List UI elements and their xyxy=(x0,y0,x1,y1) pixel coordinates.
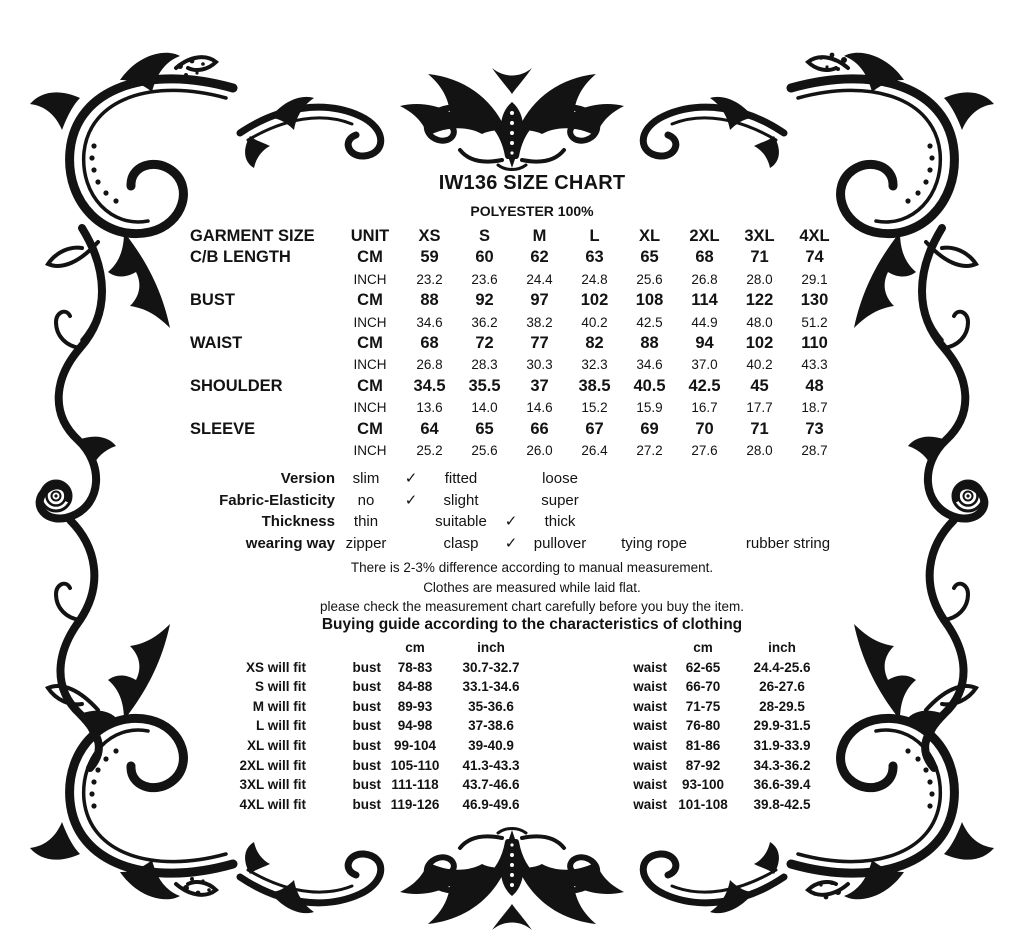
waist-cm-range: 81-86 xyxy=(685,737,721,753)
fit-label: 4XL will fit xyxy=(239,796,306,812)
cm-value: 68 xyxy=(695,248,714,267)
cm-value: 74 xyxy=(805,248,824,267)
attribute-option: slim xyxy=(352,470,380,487)
attribute-label: Version xyxy=(280,470,335,487)
cm-value: 38.5 xyxy=(578,376,611,395)
bust-label: bust xyxy=(352,757,381,773)
attribute-option: thick xyxy=(544,513,576,531)
crest-bottom-center xyxy=(400,829,624,931)
cm-value: 114 xyxy=(691,291,718,310)
page-title: IW136 SIZE CHART xyxy=(438,172,626,194)
unit-inch-label: INCH xyxy=(353,400,387,416)
unit-cm-label: CM xyxy=(357,419,383,438)
bust-cm-range: 94-98 xyxy=(397,718,433,734)
spacer-cell xyxy=(538,716,614,736)
scroll-bottom-left xyxy=(240,842,381,913)
note-line: There is 2-3% difference according to manual measurement. xyxy=(350,560,714,575)
unit-cm-label: CM xyxy=(357,333,383,352)
cm-value: 102 xyxy=(745,333,774,352)
unit-inch-label: INCH xyxy=(353,271,387,287)
spacer-cell xyxy=(538,697,614,717)
waist-label: waist xyxy=(633,679,667,695)
inch-value: 25.6 xyxy=(636,271,663,287)
inch-value: 24.4 xyxy=(526,271,553,287)
size-table xyxy=(190,226,842,461)
attribute-option xyxy=(595,468,713,490)
waist-label: waist xyxy=(633,777,667,793)
inch-value: 18.7 xyxy=(801,400,828,416)
cm-value: 35.5 xyxy=(468,376,501,395)
waist-inch-range: 36.6-39.4 xyxy=(753,777,811,793)
cm-value: 63 xyxy=(585,248,604,267)
cm-value: 88 xyxy=(640,333,659,352)
measurement-notes xyxy=(152,558,912,617)
cm-value: 94 xyxy=(695,333,714,352)
cm-value: 77 xyxy=(530,333,549,352)
bust-label: bust xyxy=(352,659,381,675)
waist-cm-range: 66-70 xyxy=(685,679,721,695)
spacer-cell xyxy=(190,354,338,375)
attribute-option: loose xyxy=(542,470,578,487)
fit-label: S will fit xyxy=(254,679,306,695)
inch-value: 17.7 xyxy=(746,400,773,416)
bust-label: bust xyxy=(352,679,381,695)
bust-cm-header: cm xyxy=(405,640,425,655)
spacer-cell xyxy=(190,269,338,290)
size-column-header-2XL: 2XL xyxy=(689,227,720,245)
check-mark: ✓ xyxy=(404,490,418,509)
cm-value: 68 xyxy=(420,333,439,352)
scroll-top-left xyxy=(240,97,381,168)
cm-value: 108 xyxy=(635,291,664,310)
cm-value: 34.5 xyxy=(413,376,446,395)
inch-value: 27.2 xyxy=(636,442,663,458)
bust-cm-range: 99-104 xyxy=(393,737,437,753)
attribute-label: wearing way xyxy=(245,535,335,553)
inch-value: 36.2 xyxy=(471,314,498,330)
spacer-cell xyxy=(538,677,614,697)
inch-value: 28.3 xyxy=(471,357,498,373)
cm-value: 69 xyxy=(640,419,659,438)
unit-cm-label: CM xyxy=(357,248,383,267)
attribute-option: super xyxy=(541,491,579,509)
inch-value: 23.6 xyxy=(471,271,498,287)
inch-value: 26.8 xyxy=(416,357,443,373)
inch-value: 34.6 xyxy=(636,357,663,373)
attribute-label: Fabric-Elasticity xyxy=(219,491,335,509)
inch-value: 37.0 xyxy=(691,357,718,373)
attribute-option: tying rope xyxy=(621,535,687,553)
inch-value: 42.5 xyxy=(636,314,663,330)
cm-value: 130 xyxy=(800,291,829,310)
unit-inch-label: INCH xyxy=(353,442,387,458)
bust-inch-range: 33.1-34.6 xyxy=(462,679,520,695)
fit-label: L will fit xyxy=(256,718,306,734)
inch-value: 16.7 xyxy=(691,400,718,416)
scroll-bottom-right xyxy=(643,842,784,913)
spacer-cell xyxy=(190,440,338,461)
cm-value: 60 xyxy=(475,248,494,267)
inch-value: 34.6 xyxy=(416,314,443,330)
inch-value: 29.1 xyxy=(801,271,828,287)
inch-value: 25.2 xyxy=(416,442,443,458)
cm-value: 64 xyxy=(420,419,439,438)
scroll-top-right xyxy=(643,97,784,168)
attribute-option: rubber string xyxy=(745,535,831,553)
bust-inch-range: 39-40.9 xyxy=(468,737,514,753)
waist-inch-range: 28-29.5 xyxy=(759,698,805,714)
measurement-label: SHOULDER xyxy=(190,376,283,395)
waist-inch-range: 34.3-36.2 xyxy=(753,757,811,773)
cm-value: 73 xyxy=(805,419,824,438)
cm-value: 67 xyxy=(585,419,604,438)
attribute-table xyxy=(170,468,863,555)
inch-value: 14.6 xyxy=(526,400,553,416)
unit-cm-label: CM xyxy=(357,376,383,395)
inch-value: 51.2 xyxy=(801,314,828,330)
cm-value: 122 xyxy=(745,291,774,310)
bust-label: bust xyxy=(352,737,381,753)
waist-cm-range: 62-65 xyxy=(685,659,721,675)
attribute-option: fitted xyxy=(444,470,478,487)
waist-label: waist xyxy=(633,757,667,773)
cm-value: 70 xyxy=(695,419,714,438)
spacer-cell xyxy=(306,638,386,658)
inch-value: 28.0 xyxy=(746,442,773,458)
crest-top-center xyxy=(400,68,624,170)
inch-value: 28.0 xyxy=(746,271,773,287)
cm-value: 66 xyxy=(530,419,549,438)
spacer-cell xyxy=(538,736,614,756)
inch-value: 44.9 xyxy=(691,314,718,330)
waist-cm-range: 101-108 xyxy=(678,796,728,812)
bust-cm-range: 84-88 xyxy=(397,679,433,695)
measurement-label: C/B LENGTH xyxy=(190,248,291,267)
cm-value: 72 xyxy=(475,333,494,352)
attribute-option xyxy=(713,468,863,490)
attribute-option: zipper xyxy=(345,535,387,553)
inch-value: 26.0 xyxy=(526,442,553,458)
cm-value: 48 xyxy=(805,376,824,395)
cm-value: 97 xyxy=(530,291,549,310)
cm-value: 71 xyxy=(750,419,769,438)
inch-value: 30.3 xyxy=(526,357,553,373)
size-column-header-XS: XS xyxy=(418,227,441,245)
spacer-cell xyxy=(538,795,614,815)
size-column-header-L: L xyxy=(589,227,600,245)
check-mark xyxy=(397,511,425,533)
waist-cm-range: 76-80 xyxy=(685,718,721,734)
attribute-option xyxy=(713,490,863,512)
check-mark xyxy=(397,533,425,555)
size-column-header-S: S xyxy=(478,227,490,245)
cm-value: 45 xyxy=(750,376,769,395)
fit-label: M will fit xyxy=(252,698,306,714)
cm-value: 37 xyxy=(530,376,549,395)
inch-value: 38.2 xyxy=(526,314,553,330)
bust-inch-range: 30.7-32.7 xyxy=(462,659,520,675)
waist-inch-range: 39.8-42.5 xyxy=(753,796,811,812)
check-mark: ✓ xyxy=(504,512,518,531)
bust-cm-range: 78-83 xyxy=(397,659,433,675)
attribute-option: thin xyxy=(353,513,379,531)
fit-label: 3XL will fit xyxy=(239,777,306,793)
bust-inch-range: 35-36.6 xyxy=(468,698,514,714)
spacer-cell xyxy=(538,638,614,658)
inch-value: 14.0 xyxy=(471,400,498,416)
attribute-option: suitable xyxy=(435,513,487,531)
attribute-option xyxy=(713,511,863,533)
inch-value: 23.2 xyxy=(416,271,443,287)
attribute-label: Thickness xyxy=(261,513,335,531)
waist-inch-range: 29.9-31.5 xyxy=(753,718,811,734)
waist-cm-header: cm xyxy=(693,640,713,655)
inch-value: 43.3 xyxy=(801,357,828,373)
waist-inch-header: inch xyxy=(768,640,796,655)
bust-label: bust xyxy=(352,796,381,812)
inch-value: 24.8 xyxy=(581,271,608,287)
cm-value: 59 xyxy=(420,248,439,267)
inch-value: 15.9 xyxy=(636,400,663,416)
check-mark xyxy=(497,490,525,512)
waist-cm-range: 71-75 xyxy=(685,698,721,714)
attribute-option: pullover xyxy=(533,535,587,553)
check-mark: ✓ xyxy=(404,469,418,487)
waist-label: waist xyxy=(633,796,667,812)
inch-value: 40.2 xyxy=(746,357,773,373)
bust-cm-range: 105-110 xyxy=(390,757,440,773)
buying-guide-heading: Buying guide according to the characteristics of clothing xyxy=(321,616,743,633)
buying-guide-table xyxy=(178,638,830,814)
cm-value: 71 xyxy=(750,248,769,267)
attribute-option xyxy=(595,511,713,533)
cm-value: 42.5 xyxy=(688,376,721,395)
cm-value: 110 xyxy=(801,333,828,352)
spacer-cell xyxy=(538,775,614,795)
bust-inch-range: 46.9-49.6 xyxy=(462,796,520,812)
bust-inch-range: 37-38.6 xyxy=(468,718,514,734)
fabric-composition: POLYESTER 100% xyxy=(470,203,594,219)
waist-inch-range: 31.9-33.9 xyxy=(753,737,811,753)
cm-value: 102 xyxy=(580,291,609,310)
bust-inch-header: inch xyxy=(477,640,505,655)
spacer-cell xyxy=(178,638,306,658)
size-column-header-3XL: 3XL xyxy=(744,227,775,245)
inch-value: 13.6 xyxy=(416,400,443,416)
spacer-cell xyxy=(538,756,614,776)
attribute-option: clasp xyxy=(443,535,479,553)
cm-value: 92 xyxy=(475,291,494,310)
unit-column-header: UNIT xyxy=(350,227,390,245)
spacer-cell xyxy=(538,658,614,678)
measurement-label: BUST xyxy=(190,291,235,310)
inch-value: 27.6 xyxy=(691,442,718,458)
size-column-header-XL: XL xyxy=(638,227,661,245)
bust-label: bust xyxy=(352,718,381,734)
cm-value: 88 xyxy=(420,291,439,310)
attribute-option: slight xyxy=(443,491,479,509)
waist-cm-range: 87-92 xyxy=(685,757,721,773)
inch-value: 25.6 xyxy=(471,442,498,458)
fit-label: XL will fit xyxy=(246,737,306,753)
attribute-option xyxy=(595,490,713,512)
waist-label: waist xyxy=(633,698,667,714)
spacer-cell xyxy=(190,397,338,418)
note-line: please check the measurement chart carefully before you buy the item. xyxy=(320,599,744,614)
size-column-header-4XL: 4XL xyxy=(799,227,830,245)
cm-value: 65 xyxy=(640,248,659,267)
cm-value: 62 xyxy=(530,248,549,267)
size-column-header-M: M xyxy=(532,227,547,245)
waist-label: waist xyxy=(633,737,667,753)
inch-value: 28.7 xyxy=(801,442,828,458)
measurement-label: SLEEVE xyxy=(190,419,256,438)
waist-label: waist xyxy=(633,718,667,734)
unit-inch-label: INCH xyxy=(353,314,387,330)
waist-inch-range: 24.4-25.6 xyxy=(753,659,811,675)
waist-cm-range: 93-100 xyxy=(681,777,725,793)
spacer-cell xyxy=(190,312,338,333)
fit-label: 2XL will fit xyxy=(239,757,306,773)
check-mark: ✓ xyxy=(504,534,518,553)
bust-inch-range: 43.7-46.6 xyxy=(462,777,520,793)
inch-value: 26.4 xyxy=(581,442,608,458)
inch-value: 40.2 xyxy=(581,314,608,330)
check-mark xyxy=(497,468,525,490)
attribute-option: no xyxy=(357,491,375,509)
waist-inch-range: 26-27.6 xyxy=(759,679,805,695)
inch-value: 15.2 xyxy=(581,400,608,416)
spacer-cell xyxy=(614,638,672,658)
garment-size-header: GARMENT SIZE xyxy=(190,227,315,245)
unit-cm-label: CM xyxy=(357,291,383,310)
inch-value: 26.8 xyxy=(691,271,718,287)
bust-label: bust xyxy=(352,698,381,714)
inch-value: 32.3 xyxy=(581,357,608,373)
cm-value: 65 xyxy=(475,419,494,438)
cm-value: 40.5 xyxy=(633,376,666,395)
bust-cm-range: 89-93 xyxy=(397,698,433,714)
bust-inch-range: 41.3-43.3 xyxy=(462,757,520,773)
inch-value: 48.0 xyxy=(746,314,773,330)
unit-inch-label: INCH xyxy=(353,357,387,373)
measurement-label: WAIST xyxy=(190,333,243,352)
cm-value: 82 xyxy=(585,333,604,352)
waist-label: waist xyxy=(633,659,667,675)
bust-label: bust xyxy=(352,777,381,793)
note-line: Clothes are measured while laid flat. xyxy=(423,579,641,595)
fit-label: XS will fit xyxy=(245,659,306,675)
bust-cm-range: 119-126 xyxy=(390,796,440,812)
bust-cm-range: 111-118 xyxy=(391,777,439,793)
